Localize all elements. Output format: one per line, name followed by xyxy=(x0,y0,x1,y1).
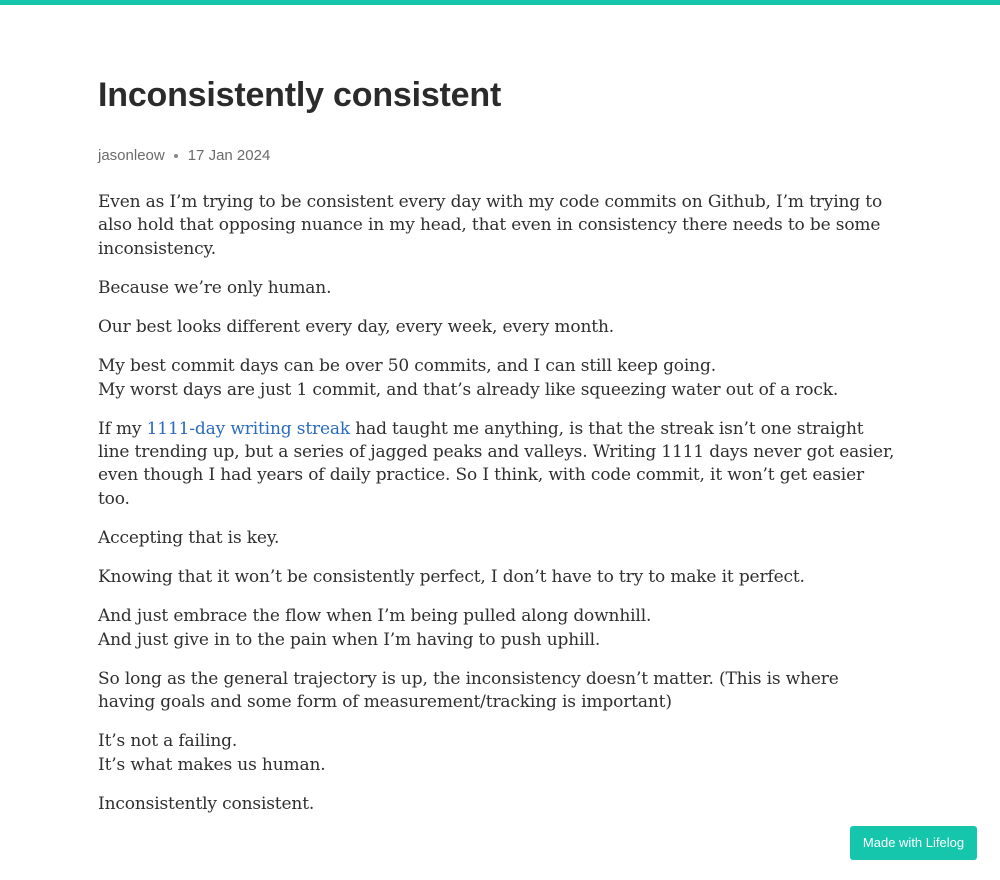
post-title: Inconsistently consistent xyxy=(98,76,502,114)
paragraph: Even as I’m trying to be consistent every day with my code commits on Github, I’m trying to also hold that opposing nuance in my head, that even in consistency there needs to be some inconsistency. xyxy=(98,192,883,259)
post-meta xyxy=(98,146,270,166)
paragraph xyxy=(98,418,898,512)
paragraph-line: It’s not a failing. xyxy=(98,731,238,752)
paragraph: Inconsistently consistent. xyxy=(98,793,315,814)
paragraph-line: And just embrace the flow when I’m being pulled along downhill. xyxy=(98,606,652,627)
paragraph: Accepting that is key. xyxy=(98,527,280,548)
author-link[interactable]: jasonleow xyxy=(98,147,165,164)
paragraph: Our best looks different every day, every week, every month. xyxy=(98,317,615,337)
paragraph-line: My best commit days can be over 50 commits, and I can still keep going. xyxy=(98,356,716,377)
writing-streak-link[interactable]: 1111-day writing streak xyxy=(146,418,351,439)
paragraph-text: had taught me anything, is that the streak isn’t one straight line trending up, but a series of jagged peaks and valleys. Writing 1111 days never got easier, even though I had years of daily practice. So I think, with code commit, it won’t get easier too. xyxy=(98,418,895,509)
post-body xyxy=(98,191,898,832)
paragraph-line: My worst days are just 1 commit, and that’s already like squeezing water out of a rock. xyxy=(98,379,839,400)
paragraph: So long as the general trajectory is up, the inconsistency doesn’t matter. (This is where having goals and some form of measurement/tracking is important) xyxy=(98,668,839,712)
paragraph xyxy=(98,605,898,652)
paragraph-text: If my xyxy=(98,418,147,439)
top-accent-bar xyxy=(0,0,1000,5)
paragraph-line: And just give in to the pain when I’m having to push uphill. xyxy=(98,629,601,650)
paragraph xyxy=(98,730,898,777)
post-date: 17 Jan 2024 xyxy=(187,147,271,164)
paragraph: Because we’re only human. xyxy=(98,277,332,298)
paragraph-line: It’s what makes us human. xyxy=(98,754,326,775)
made-with-lifelog-button[interactable]: Made with Lifelog xyxy=(850,826,977,860)
meta-separator-dot xyxy=(174,154,178,158)
paragraph: Knowing that it won’t be consistently perfect, I don’t have to try to make it perfect. xyxy=(98,567,805,587)
paragraph xyxy=(98,355,898,402)
